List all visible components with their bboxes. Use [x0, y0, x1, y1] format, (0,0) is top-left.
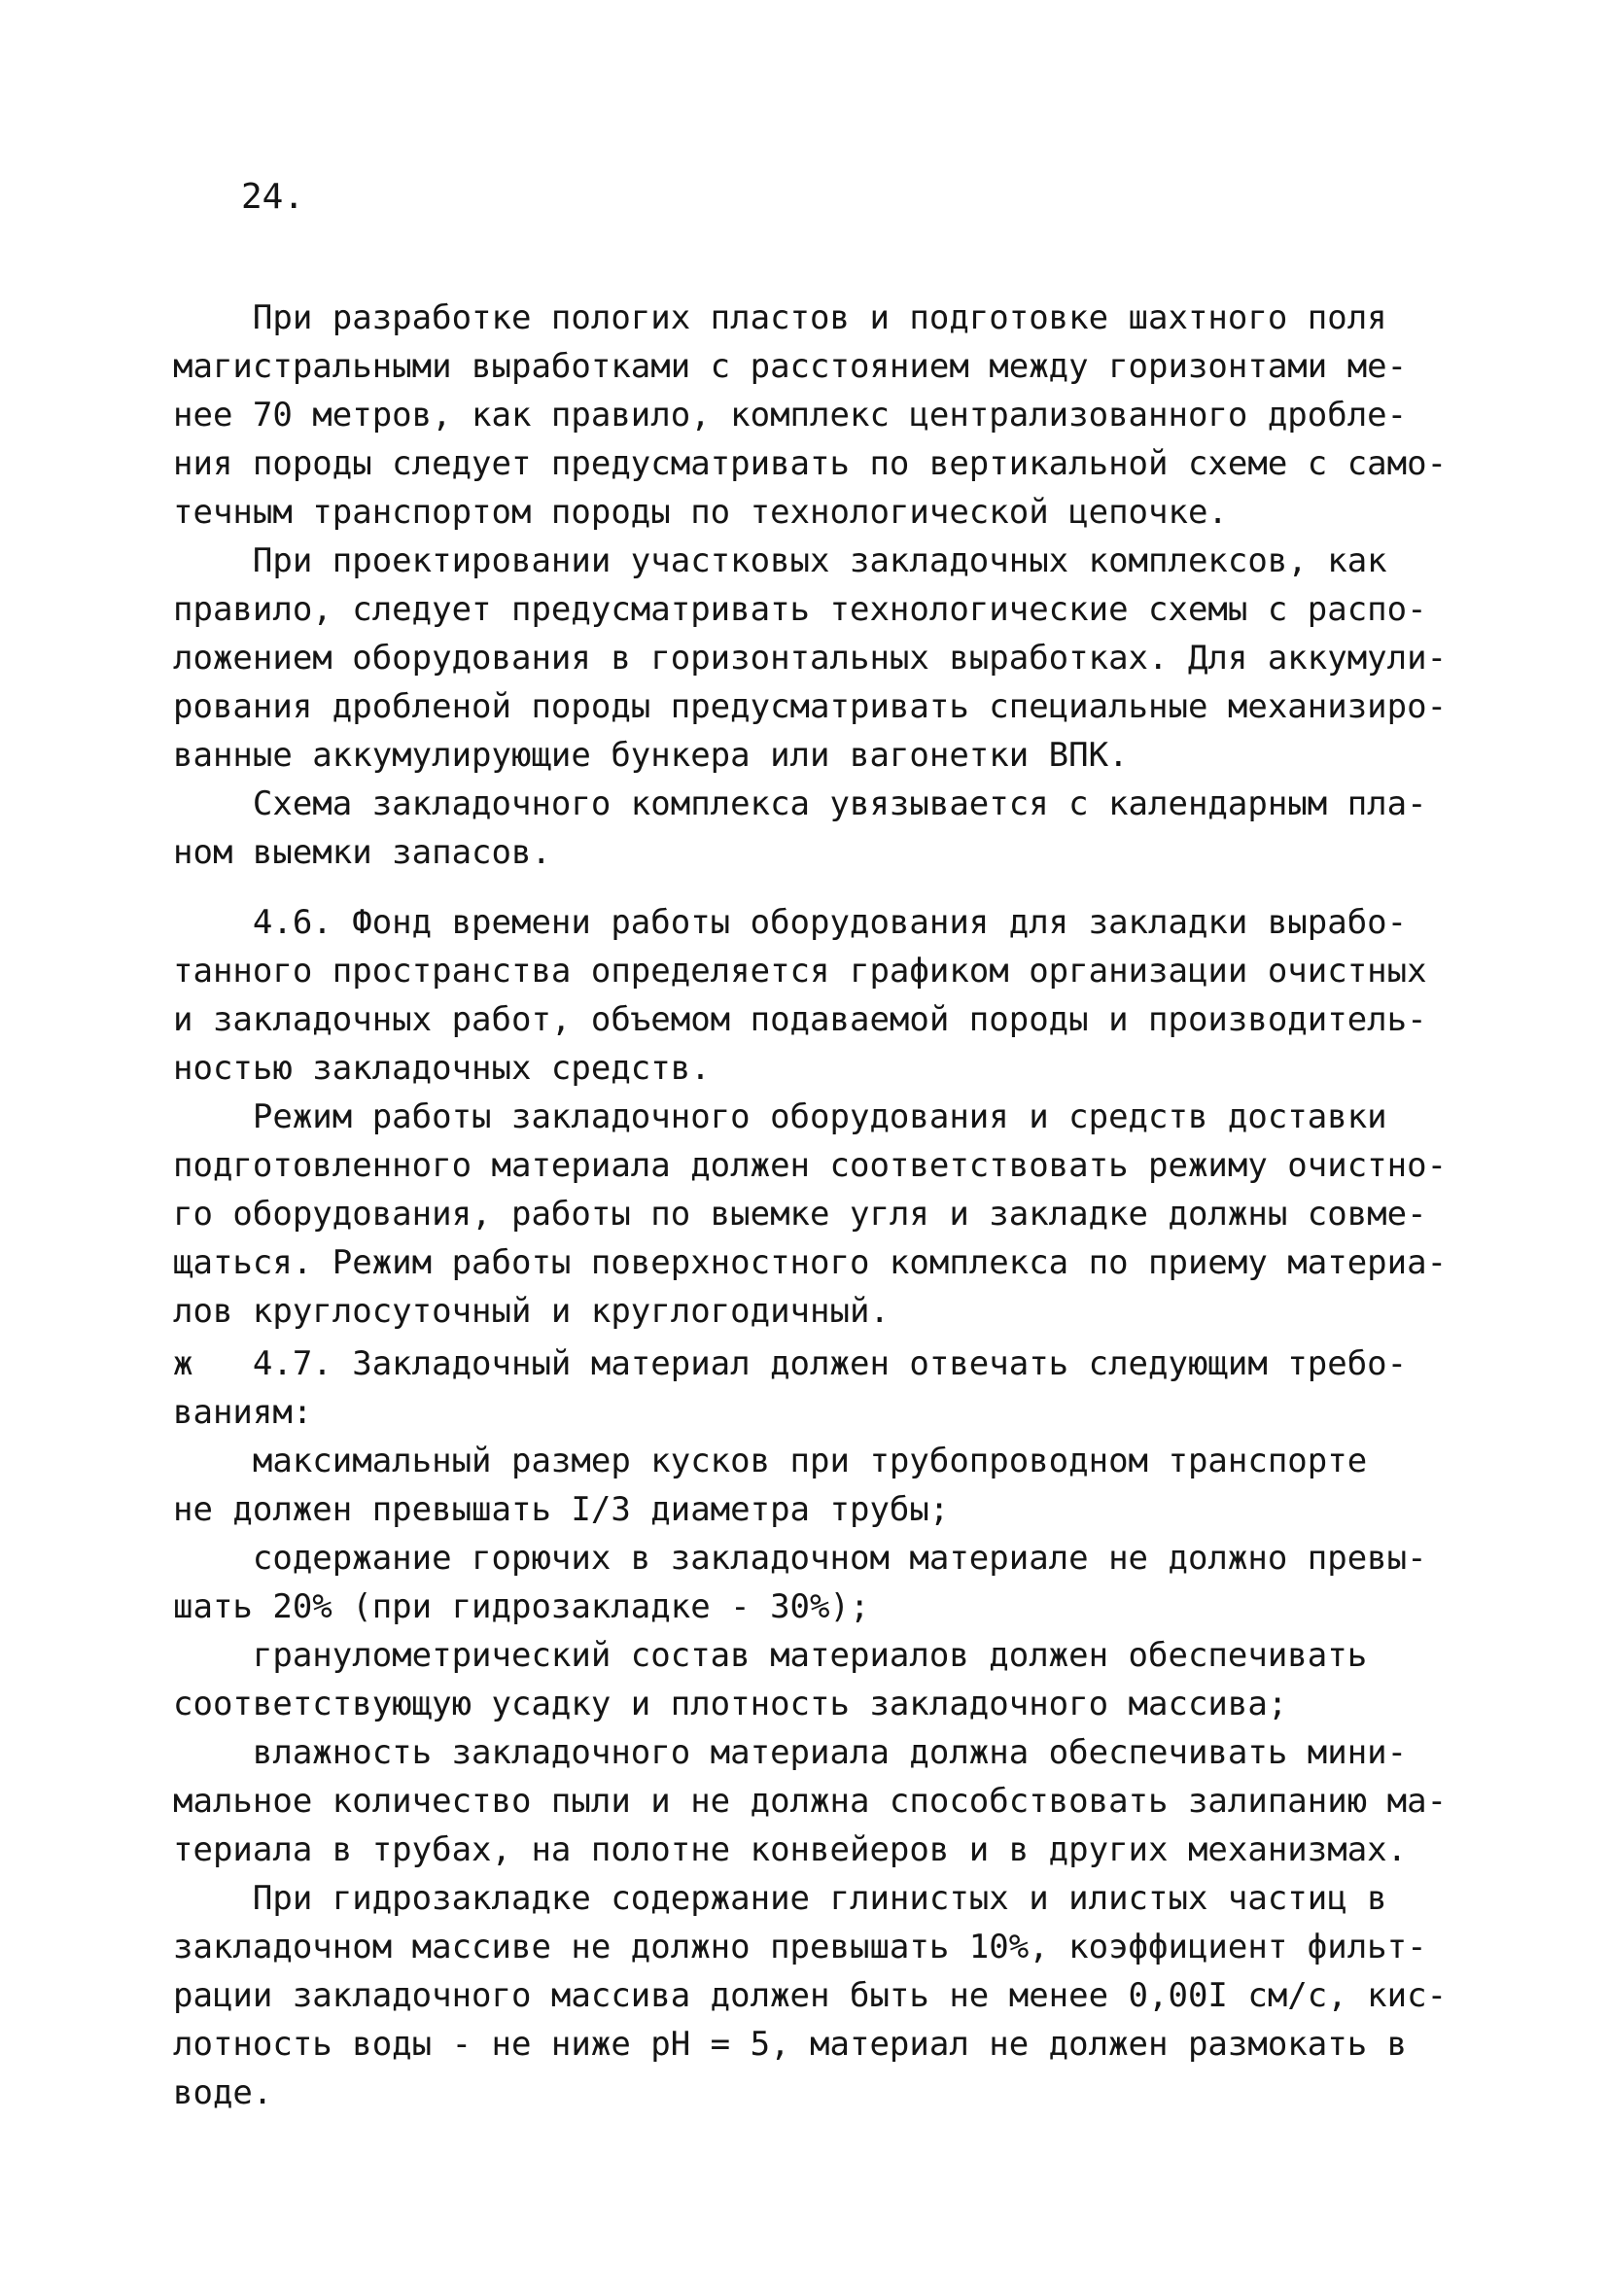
- text-line: рации закладочного массива должен быть не менее 0,00I см/с, кис-: [173, 1976, 1448, 2015]
- text-line: максимальный размер кусков при трубопроводном транспорте: [173, 1442, 1368, 1480]
- text-line: щаться. Режим работы поверхностного комплекса по приему материа-: [173, 1243, 1448, 1282]
- text-line: содержание горючих в закладочном материале не должно превы-: [173, 1539, 1427, 1578]
- text-line: лотность воды - не ниже pH = 5, материал не должен размокать в: [173, 2025, 1408, 2064]
- paragraph: [173, 1874, 1447, 2117]
- text-line: нее 70 метров, как правило, комплекс централизованного дробле-: [173, 396, 1408, 435]
- paragraph: [173, 1093, 1447, 1336]
- paragraph: [173, 898, 1447, 1093]
- text-line: рования дробленой породы предусматривать специальные механизиро-: [173, 687, 1448, 726]
- paragraph: [173, 1534, 1447, 1631]
- text-line: подготовленного материала должен соответствовать режиму очистно-: [173, 1146, 1448, 1185]
- page-number: 24.: [241, 177, 305, 217]
- text-line: ваниям:: [173, 1393, 313, 1432]
- text-line: ванные аккумулирующие бункера или вагонетки ВПК.: [173, 736, 1129, 775]
- text-line: правило, следует предусматривать технологические схемы с распо-: [173, 590, 1427, 629]
- paragraph-gap: [173, 877, 1447, 898]
- text-line: Схема закладочного комплекса увязывается с календарным пла-: [173, 784, 1427, 823]
- text-line: ж 4.7. Закладочный материал должен отвечать следующим требо-: [173, 1344, 1408, 1383]
- text-line: ностью закладочных средств.: [173, 1049, 711, 1088]
- text-line: танного пространства определяется графиком организации очистных: [173, 952, 1427, 991]
- text-line: Режим работы закладочного оборудования и средств доставки: [173, 1097, 1387, 1136]
- text-line: соответствующую усадку и плотность закладочного массива;: [173, 1685, 1288, 1723]
- text-line: териала в трубах, на полотне конвейеров и в других механизмах.: [173, 1830, 1408, 1869]
- paragraph: [173, 294, 1447, 537]
- document-body: [173, 294, 1447, 2117]
- paragraph: [173, 1728, 1447, 1874]
- text-line: 4.6. Фонд времени работы оборудования для закладки вырабо-: [173, 903, 1408, 942]
- paragraph: [173, 1437, 1447, 1534]
- paragraph: [173, 780, 1447, 877]
- text-line: ном выемки запасов.: [173, 833, 551, 872]
- text-line: и закладочных работ, объемом подаваемой породы и производитель-: [173, 1000, 1427, 1039]
- text-line: влажность закладочного материала должна обеспечивать мини-: [173, 1733, 1408, 1772]
- paragraph: [173, 1339, 1447, 1437]
- text-line: закладочном массиве не должно превышать 10%, коэффициент фильт-: [173, 1928, 1427, 1966]
- paragraph: [173, 537, 1447, 780]
- text-line: гранулометрический состав материалов должен обеспечивать: [173, 1636, 1368, 1675]
- text-line: При разработке пологих пластов и подготовке шахтного поля: [173, 298, 1387, 337]
- text-line: При проектировании участковых закладочных комплексов, как: [173, 541, 1387, 580]
- text-line: мальное количество пыли и не должна способствовать залипанию ма-: [173, 1782, 1448, 1821]
- paragraph: [173, 1631, 1447, 1728]
- text-line: ния породы следует предусматривать по вертикальной схеме с само-: [173, 444, 1448, 483]
- text-line: магистральными выработками с расстоянием между горизонтами ме-: [173, 347, 1408, 386]
- text-line: течным транспортом породы по технологической цепочке.: [173, 493, 1228, 532]
- text-line: ложением оборудования в горизонтальных выработках. Для аккумули-: [173, 639, 1448, 678]
- text-line: воде.: [173, 2073, 273, 2112]
- text-line: При гидрозакладке содержание глинистых и илистых частиц в: [173, 1879, 1387, 1918]
- text-line: шать 20% (при гидрозакладке - 30%);: [173, 1587, 870, 1626]
- text-line: лов круглосуточный и круглогодичный.: [173, 1292, 890, 1331]
- text-line: го оборудования, работы по выемке угля и закладке должны совме-: [173, 1195, 1427, 1234]
- text-line: не должен превышать I/3 диаметра трубы;: [173, 1490, 950, 1529]
